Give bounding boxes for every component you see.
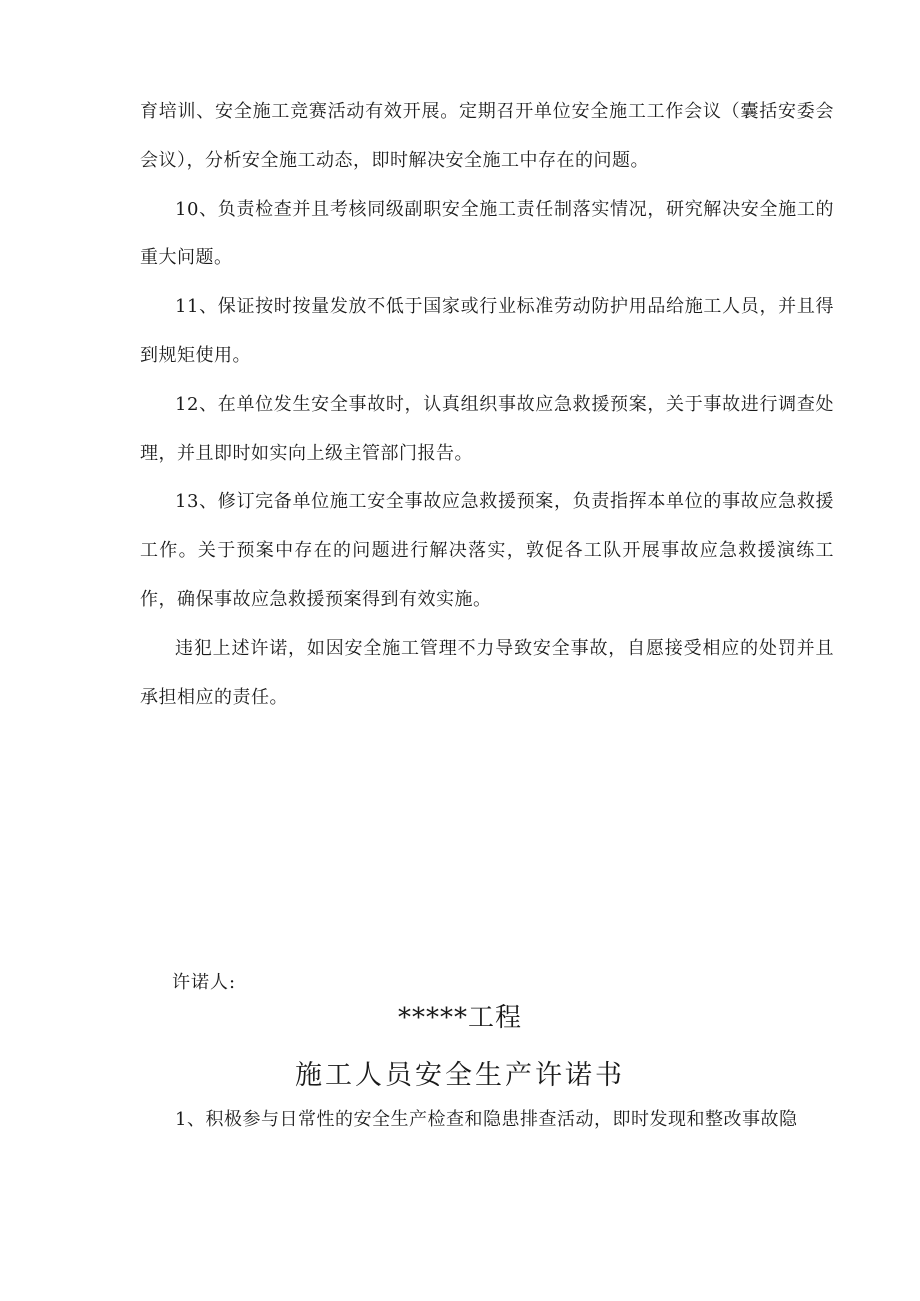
document-title: 施工人员安全生产许诺书 <box>295 1060 625 1091</box>
paragraph-item-12: 12、在单位发生安全事故时，认真组织事故应急救援预案，关于事故进行调查处理，并且即时如实向上级主管部门报告。 <box>140 393 834 464</box>
paragraph-violation-clause: 违犯上述许诺，如因安全施工管理不力导致安全事故，自愿接受相应的处罚并且承担相应的责任。 <box>140 637 834 708</box>
paragraph-item-13: 13、修订完备单位施工安全事故应急救援预案，负责指挥本单位的事故应急救援工作。关于预案中存在的问题进行解决落实，敦促各工队开展事故应急救援演练工作，确保事故应急救援预案得到有效实施。 <box>140 491 834 610</box>
promisor-label: 许诺人: <box>172 972 237 993</box>
first-item: 1、积极参与日常性的安全生产检查和隐患排查活动，即时发现和整改事故隐 <box>175 1109 798 1130</box>
paragraph-item-11: 11、保证按时按量发放不低于国家或行业标准劳动防护用品给施工人员，并且得到规矩使用。 <box>140 296 834 366</box>
paragraph-continuation: 育培训、安全施工竞赛活动有效开展。定期召开单位安全施工工作会议（囊括安委会会议），分析安全施工动态，即时解决安全施工中存在的问题。 <box>140 101 834 171</box>
paragraph-item-10: 10、负责检查并且考核同级副职安全施工责任制落实情况，研究解决安全施工的重大问题。 <box>140 198 834 269</box>
commitment-body <box>140 88 834 722</box>
project-title: *****工程 <box>397 1003 522 1033</box>
